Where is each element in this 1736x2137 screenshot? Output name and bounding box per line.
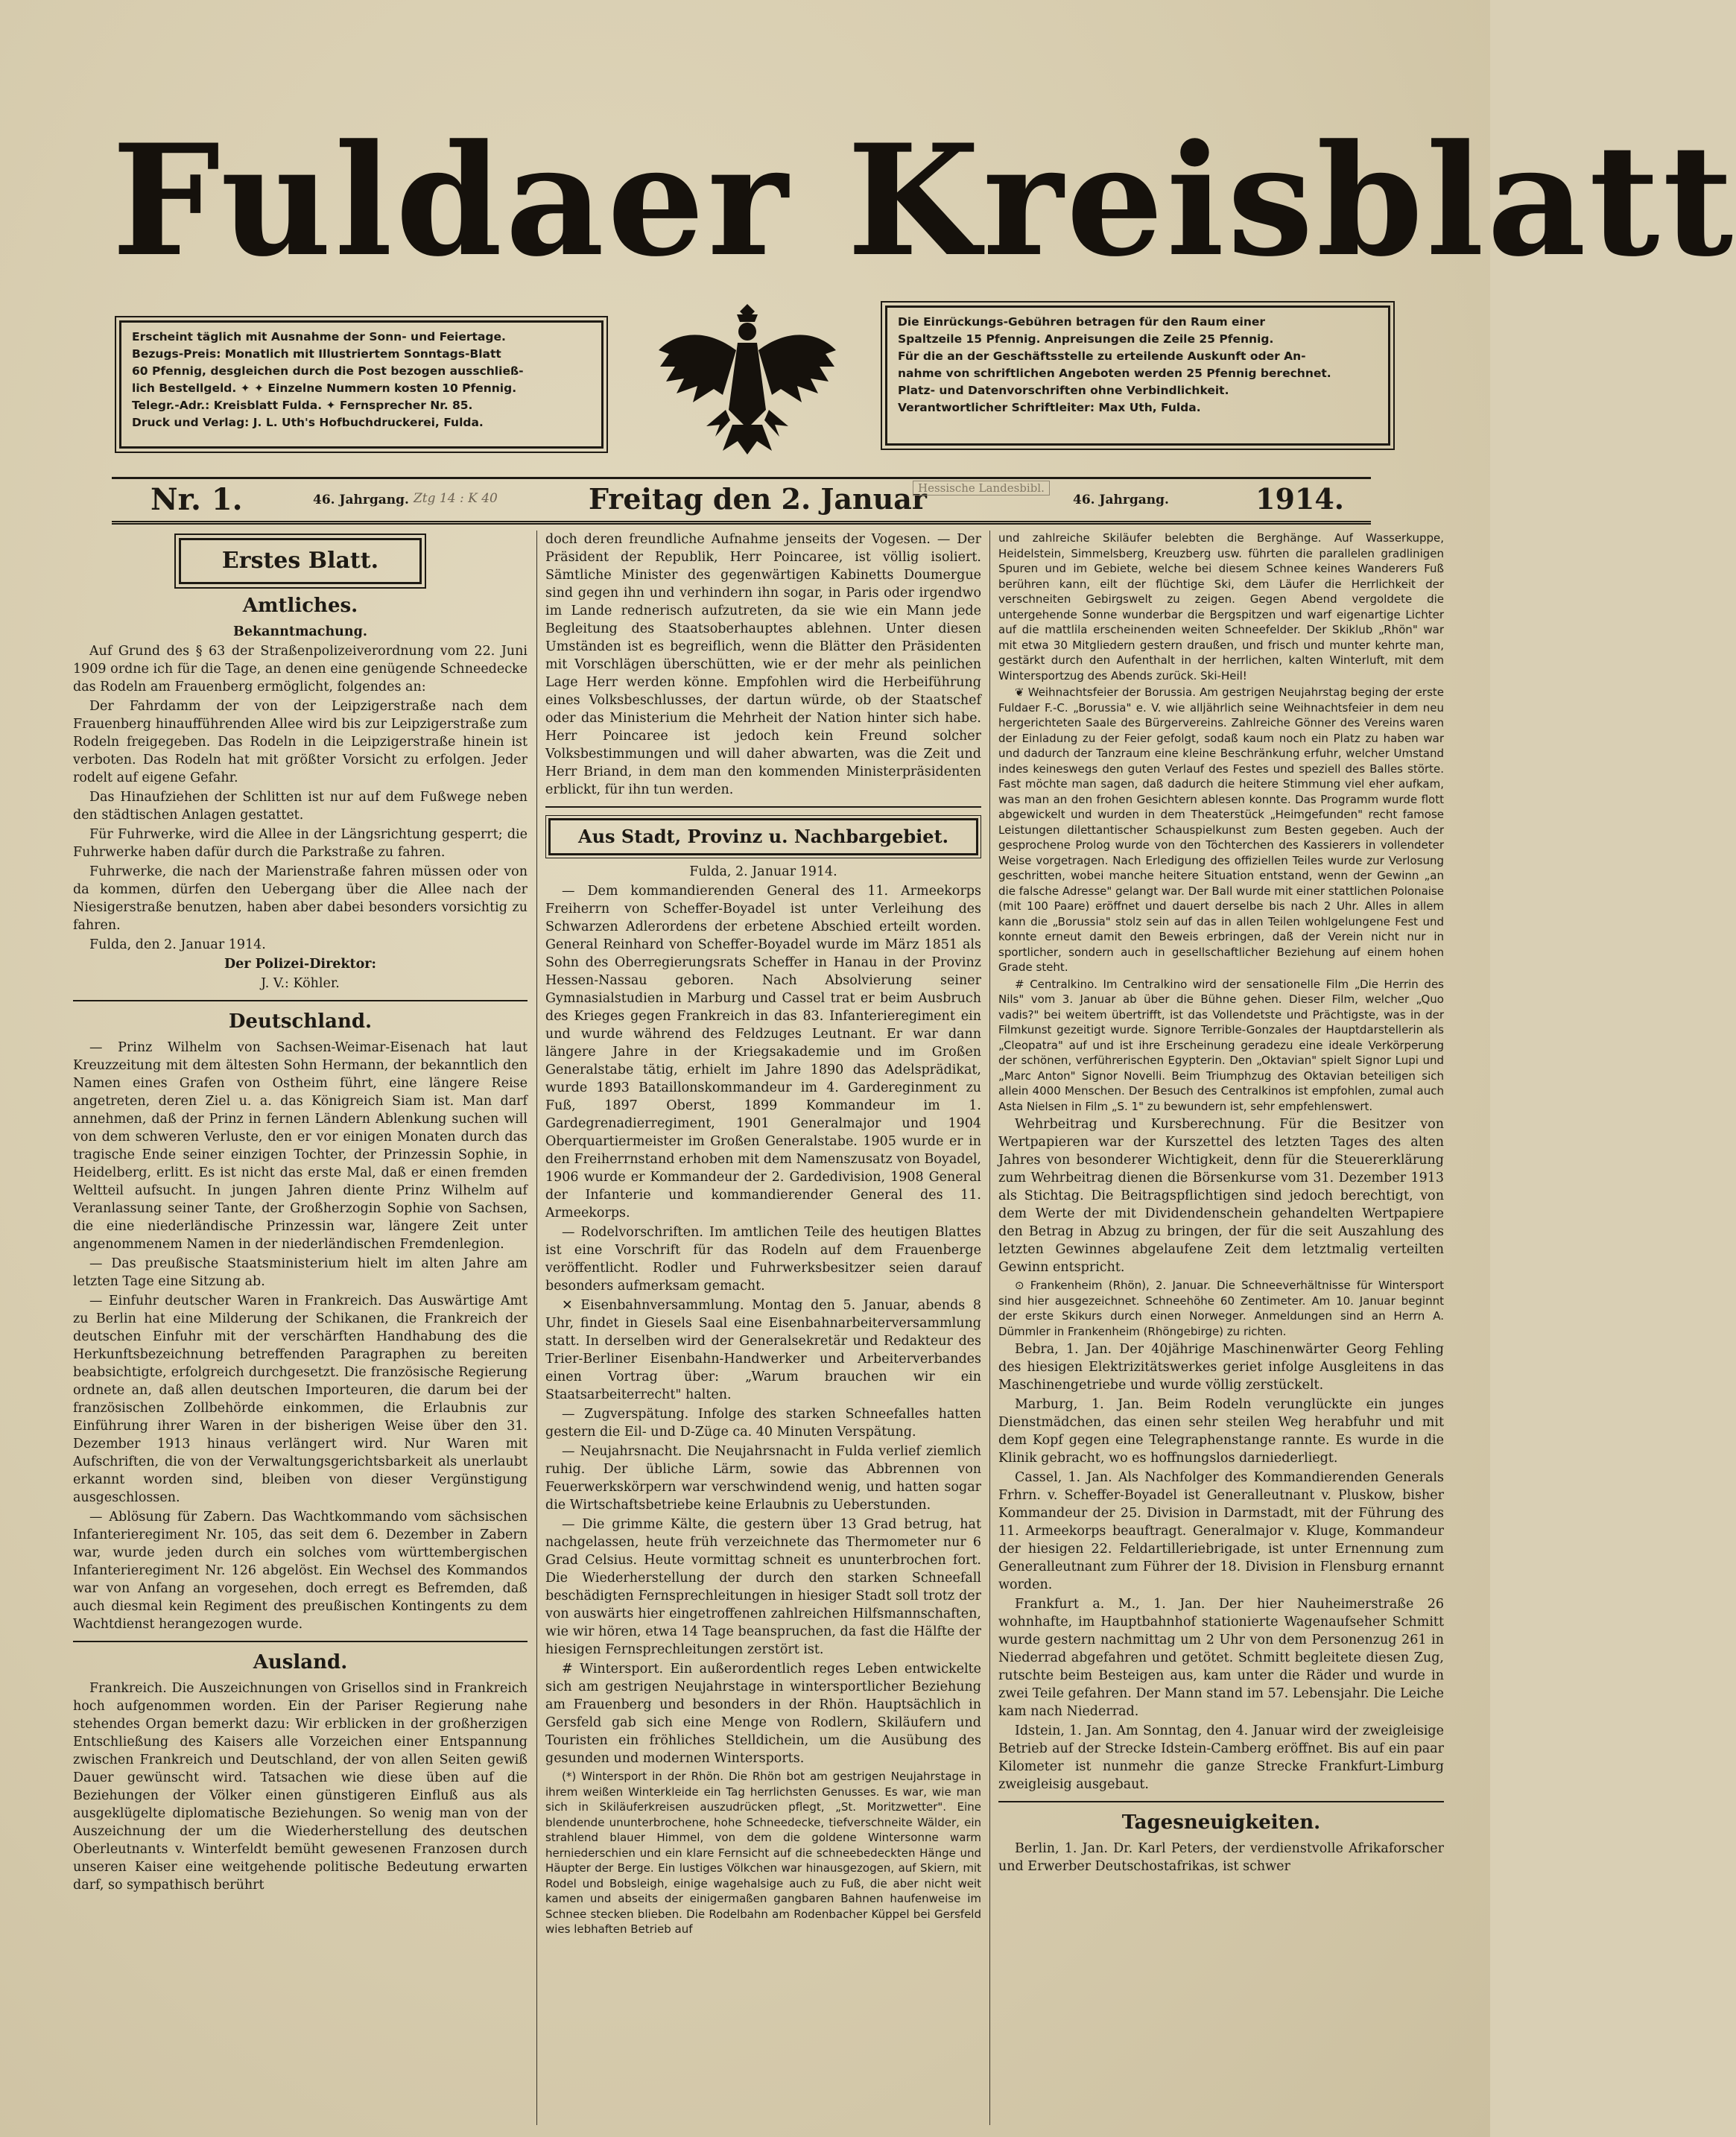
section-separator xyxy=(73,1000,528,1001)
heading-ausland: Ausland. xyxy=(253,1651,348,1674)
article-paragraph-small: ⊙ Frankenheim (Rhön), 2. Januar. Die Schneeverhältnisse für Wintersport sind hier ausgezeichnet. Schneehöhe 60 Zentimeter. Am 10. Januar beginnt der erste Skikurs durch einen Norweger. Anmeldungen sind an Herrn A. Dümmler in Frankenheim (Rhöngebirge) zu richten. xyxy=(998,1279,1444,1338)
subscription-info-box xyxy=(119,320,604,449)
article-paragraph: Fulda, den 2. Januar 1914. xyxy=(89,937,266,952)
column-rule xyxy=(536,531,537,2125)
column-3 xyxy=(998,531,1444,2118)
article-paragraph: — Neujahrsnacht. Die Neujahrsnacht in Fulda verlief ziemlich ruhig. Der übliche Lärm, sowie das Abbrennen von Feuerwerkskörpern war verschwindend wenig, und hatten sogar die Wirtschaftsbetriebe keine Erlaubnis zu Ueberstunden. xyxy=(545,1444,981,1513)
local-dateline: Fulda, 2. Januar 1914. xyxy=(689,864,837,879)
heading-amtliches: Amtliches. xyxy=(242,595,358,617)
article-paragraph-small: (*) Wintersport in der Rhön. Die Rhön bot am gestrigen Neujahrstage in ihrem weißen Winterkleide ein Tag herrlichsten Genusses. Es war, wie man sich in Skiläuferkreisen auszudrücken pflegt, „St. Moritzwetter". Eine blendende ununterbrochene, hohe Schneedecke, tiefverschneite Wälder, ein strahlend blauer Himmel, von dem die goldene Wintersonne warm herniederschien und ein klare Fernsicht auf die schneebedeckten Hänge und Häupter der Berge. Ein lustiges Völkchen war hinausgezogen, auf Skiern, mit Rodel und Bobsleigh, einige wagehalsige auch zu Fuß, die aber nicht weit kamen und abseits der einigermaßen gangbaren Bahnen haufenweise im Schnee stecken blieben. Die Rodelbahn am Rodenbacher Küppel bei Gersfeld wies lebhaften Betrieb auf xyxy=(545,1770,981,1936)
info-line: Bezugs-Preis: Monatlich mit Illustriertem Sonntags-Blatt xyxy=(132,347,501,361)
info-line: Druck und Verlag: J. L. Uth's Hofbuchdruckerei, Fulda. xyxy=(132,416,484,429)
article-paragraph: Berlin, 1. Jan. Dr. Karl Peters, der verdienstvolle Afrikaforscher und Erwerber Deutschostafrikas, ist schwer xyxy=(998,1841,1444,1874)
dateline-bar xyxy=(112,477,1371,525)
column-rule xyxy=(989,531,990,2125)
article-paragraph: — Die grimme Kälte, die gestern über 13 Grad betrug, hat nachgelassen, heute früh verzeichnete das Thermometer nur 6 Grad Celsius. Heute vormittag schneit es ununterbrochen fort. Die Wiederherstellung der durch den starken Schneefall beschädigten Fernsprechleitungen in hiesiger Stadt soll trotz der von auswärts hier eingetroffenen zahlreichen Hilfsmannschaften, wie wir hören, etwa 14 Tage beanspruchen, da fast die Hälfte der hiesigen Fernsprechleitungen zerstört ist. xyxy=(545,1517,981,1657)
article-paragraph: Marburg, 1. Jan. Beim Rodeln verunglückte ein junges Dienstmädchen, das einen sehr steilen Weg herabfuhr und mit dem Kopf gegen eine Telegraphenstange rannte. Es wurde in die Klinik gebracht, wo es hoffnungslos darniederliegt. xyxy=(998,1397,1444,1466)
article-paragraph: — Das preußische Staatsministerium hielt im alten Jahre am letzten Tage eine Sitzung ab. xyxy=(73,1256,528,1289)
signature-title: Der Polizei-Direktor: xyxy=(224,957,376,972)
signature-name: J. V.: Köhler. xyxy=(261,976,340,991)
subheading-bekanntmachung: Bekanntmachung. xyxy=(233,624,367,639)
article-paragraph: — Rodelvorschriften. Im amtlichen Teile des heutigen Blattes ist eine Vorschrift für das Rodeln auf dem Frauenberge veröffentlicht. Rodler und Fuhrwerksbesitzer seien darauf besonders aufmerksam gemacht. xyxy=(545,1225,981,1294)
article-paragraph: Fuhrwerke, die nach der Marienstraße fahren müssen oder von da kommen, dürfen den Uebergang über die Allee nach der Niesigerstraße benutzen, haben aber dabei besonders vorsichtig zu fahren. xyxy=(73,864,528,933)
eagle-coat-of-arms-icon xyxy=(654,298,840,458)
article-paragraph: — Dem kommandierenden General des 11. Armeekorps Freiherrn von Scheffer-Boyadel ist unter Verleihung des Schwarzen Adlerordens der erbetene Abschied erteilt worden. General Reinhard von Scheffer-Boyadel wurde im März 1851 als Sohn des Oberregierungsrats Scheffer in Hanau in der Provinz Hessen-Nassau geboren. Nach Absolvierung seiner Gymnasialstudien in Marburg und Cassel trat er beim Ausbruch des Krieges gegen Frankreich in das 83. Infanterieregiment ein und wurde während des Feldzuges Leutnant. Er war dann längere Jahre in der Kriegsakademie und im Großen Generalstabe tätig, erhielt im Jahre 1890 das Adelsprädikat, wurde 1893 Bataillonskommandeur im 4. Gardereginment zu Fuß, 1897 Oberst, 1899 Kommandeur im 1. Gardegrenadierregiment, 1901 Generalmajor und 1904 Oberquartiermeister im Großen Generalstabe. 1905 wurde er in den Freiherrnstand erhoben mit dem Namenszusatz von Boyadel, 1906 wurde er Kommandeur der 2. Gardedivision, 1908 General der Infanterie und kommandierender General des 11. Armeekorps. xyxy=(545,884,981,1221)
article-paragraph: Für Fuhrwerke, wird die Allee in der Längsrichtung gesperrt; die Fuhrwerke haben dafür durch die Parkstraße zu fahren. xyxy=(73,827,528,860)
rates-line: Die Einrückungs-Gebühren betragen für den Raum einer xyxy=(898,315,1266,329)
rates-line: Platz- und Datenvorschriften ohne Verbindlichkeit. xyxy=(898,384,1229,397)
info-line: Erscheint täglich mit Ausnahme der Sonn- und Feiertage. xyxy=(132,330,506,343)
section-separator xyxy=(73,1641,528,1642)
article-paragraph: Idstein, 1. Jan. Am Sonntag, den 4. Januar wird der zweigleisige Betrieb auf der Strecke Idstein-Camberg eröffnet. Bis auf ein paar Kilometer ist nunmehr die ganze Strecke Frankfurt-Limburg zweigleisig ausgebaut. xyxy=(998,1723,1444,1792)
article-paragraph-small: # Centralkino. Im Centralkino wird der sensationelle Film „Die Herrin des Nils" vom 3. Januar ab über die Bühne gehen. Dieser Film, welcher „Quo vadis?" bei weitem übertrifft, ist das Vollendetste und Prächtigste, was in der Filmkunst gezeitigt wurde. Signore Terrible-Gonzales der Hauptdarstellerin als „Cleopatra" auf und ist ihre Erscheinung geradezu eine ideale Verkörperung der schönen, verführerischen Egypterin. Den „Oktavian" spielt Signor Lupi und „Marc Anton" Signor Novelli. Beim Triumphzug des Oktavian beteiligen sich allein 4000 Menschen. Der Besuch des Centralkinos ist empfohlen, zumal auch Asta Nielsen in Film „S. 1" zu bewundern ist, sehr empfehlenswert. xyxy=(998,977,1444,1113)
info-line: lich Bestellgeld. ✦ ✦ Einzelne Nummern kosten 10 Pfennig. xyxy=(132,382,517,395)
section-separator xyxy=(998,1801,1444,1802)
rates-line: Für die an der Geschäftsstelle zu erteilende Auskunft oder An- xyxy=(898,349,1306,363)
column-1 xyxy=(73,531,528,2118)
article-paragraph: — Ablösung für Zabern. Das Wachtkommando vom sächsischen Infanterieregiment Nr. 105, das seit dem 6. Dezember in Zabern war, wurde jeden durch ein solches vom württembergischen Infanterieregiment Nr. 126 abgelöst. Ein Wechsel des Kommandos war von Anfang an vorgesehen, doch erregt es Befremden, daß auch diesmal kein Regiment des preußischen Kontingents zu dem Wachtdienst herangezogen wurde. xyxy=(73,1510,528,1632)
issue-year: 1914. xyxy=(1255,482,1344,516)
section-box-erstes-blatt: Erstes Blatt. xyxy=(179,538,422,584)
issue-date: Freitag den 2. Januar xyxy=(589,482,927,516)
article-paragraph: doch deren freundliche Aufnahme jenseits der Vogesen. — Der Präsident der Republik, Herr Poincaree, ist völlig isoliert. Sämtliche Minister des gegenwärtigen Kabinetts Doumergue sind gegen ihn und verhindern ihn sogar, in Paris oder irgendwo im Lande rednerisch aufzutreten, da sie wie ein Mann jede Begleitung des Staatsoberhauptes ablehnen. Unter diesen Umständen ist es begreiflich, wenn die Blätter den Präsidenten mit Vorschlägen überschütten, wie er der mehr als peinlichen Lage Herr werden könne. Empfohlen wird die Herbeiführung eines Volksbeschlusses, der dartun würde, ob der Staatschef oder das Ministerium die Mehrheit der Nation hinter sich habe. Herr Poincaree ist jedoch kein Freund solcher Volksbestimmungen und will daher abwarten, was die Zeit und Herr Briand, in dem man den kommenden Ministerpräsidenten erblickt, für ihn tun werden. xyxy=(545,532,981,797)
article-paragraph: ✕ Eisenbahnversammlung. Montag den 5. Januar, abends 8 Uhr, findet in Giesels Saal eine Eisenbahnarbeiterversammlung statt. In derselben wird der Generalsekretär und Redakteur des Trier-Berliner Eisenbahn-Handwerker und Arbeiterverbandes einen Vortrag über: „Warum brauchen wir ein Staatsarbeiterrecht" halten. xyxy=(545,1298,981,1402)
article-paragraph: # Wintersport. Ein außerordentlich reges Leben entwickelte sich am gestrigen Neujahrstage in wintersportlicher Beziehung am Frauenberg und besonders in der Rhön. Hauptsächlich in Gersfeld gab sich eine Menge von Rodlern, Skiläufern und Touristen ein fröhliches Stelldichein, um die Ausübung des gesunden und modernen Wintersports. xyxy=(545,1662,981,1766)
library-stamp: Ztg 14 : K 40 xyxy=(414,491,498,506)
article-paragraph: Bebra, 1. Jan. Der 40jährige Maschinenwärter Georg Fehling des hiesigen Elektrizitätswerkes geriet infolge Ausgleitens in das Maschinengetriebe und wurde völlig zerstückelt. xyxy=(998,1342,1444,1393)
article-paragraph: — Einfuhr deutscher Waren in Frankreich. Das Auswärtige Amt zu Berlin hat eine Milderung der Schikanen, die Frankreich der deutschen Einfuhr mit der verschärften Handhabung des die Herkunftsbezeichnung betreffenden Paragraphen zu bereiten beabsichtigte, erfolgreich durchgesetzt. Die französische Regierung ordnete an, daß allen deutschen Importeuren, die darum bei der französischen Zollbehörde einkommen, die Erlaubnis zur Einführung ihrer Waren in der bisherigen Weise über den 31. Dezember 1913 hinaus verlängert wird. Nur Waren mit Aufschriften, die von der Verwaltungsgerichtsbarkeit als unerlaubt erkannt worden sind, bleiben von dieser Vergünstigung ausgeschlossen. xyxy=(73,1294,528,1505)
advertising-rates-box xyxy=(885,305,1390,446)
article-paragraph-small: ❦ Weihnachtsfeier der Borussia. Am gestrigen Neujahrstag beging der erste Fuldaer F.-C. „Borussia" e. V. wie alljährlich seine Weihnachtsfeier in dem neu hergerichteten Saale des Bürgervereins. Zahlreiche Gönner des Vereins waren der Einladung zu der Feier gefolgt, sodaß kaum noch ein Platz zu haben war und dadurch der Tanzraum eine kleine Beschränkung erfuhr, welcher Umstand indes keineswegs den guten Verlauf des Festes und speziell des Balles störte. Fast möchte man sagen, daß dadurch die heitere Stimmung viel eher aufkam, was man an den frohen Gesichtern ablesen konnte. Das Programm wurde flott abgewickelt und wurden in dem Theaterstück „Heimgefunden" recht famose Leistungen dilettantischer Schauspielkunst zum Besten gegeben. Auch der gesprochene Prolog wurde von den Töchterchen des Kassierers in vollendeter Weise vorgetragen. Nach Erledigung des offiziellen Teiles wurde zur Verlosung geschritten, wobei manche heitere Situation entstand, wenn der Gewinn „an die falsche Adresse" gelangt war. Der Ball wurde mit einer stattlichen Polonaise (mit 100 Paare) eröffnet und dauert derselbe bis nach 2 Uhr. Alles in allem kann die „Borussia" stolz sein auf das in allen Teilen wohlgelungene Fest und konnte erneut damit den Beweis erbringen, daß der Verein nicht nur in sportlicher, sondern auch in gesellschaftlicher Beziehung auf einem hohen Grade steht. xyxy=(998,686,1444,974)
rates-line: Verantwortlicher Schriftleiter: Max Uth, Fulda. xyxy=(898,401,1201,414)
article-paragraph: — Zugverspätung. Infolge des starken Schneefalles hatten gestern die Eil- und D-Züge ca. 40 Minuten Verspätung. xyxy=(545,1407,981,1440)
info-line: 60 Pfennig, desgleichen durch die Post bezogen ausschließ- xyxy=(132,364,524,378)
volume-left: 46. Jahrgang. xyxy=(313,493,409,507)
info-line: Telegr.-Adr.: Kreisblatt Fulda. ✦ Fernsprecher Nr. 85. xyxy=(132,399,473,412)
article-paragraph: Auf Grund des § 63 der Straßenpolizeiverordnung vom 22. Juni 1909 ordne ich für die Tage, an denen eine genügende Schneedecke das Rodeln am Frauenberg ermöglicht, folgendes an: xyxy=(73,644,528,694)
masthead-title: Fuldaer Kreisblatt xyxy=(112,112,1736,291)
library-seal: Hessische Landesbibl. xyxy=(913,481,1050,496)
article-paragraph: Cassel, 1. Jan. Als Nachfolger des Kommandierenden Generals Frhrn. v. Scheffer-Boyadel ist Generalleutnant v. Pluskow, bisher Kommandeur der 25. Division in Darmstadt, mit der Führung des 11. Armeekorps beauftragt. Generalmajor v. Kluge, Kommandeur der hiesigen 22. Feldartilleriebrigade, ist unter Ernennung zum Generalleutnant zum Führer der 18. Division in Flensburg ernannt worden. xyxy=(998,1470,1444,1592)
heading-stadt-provinz: Aus Stadt, Provinz u. Nachbargebiet. xyxy=(548,818,978,855)
volume-right: 46. Jahrgang. xyxy=(1073,493,1169,507)
article-paragraph: Wehrbeitrag und Kursberechnung. Für die Besitzer von Wertpapieren war der Kurszettel des letzten Tages des alten Jahres von besonderer Wichtigkeit, denn für die Steuererklärung zum Wehrbeitrag dienen die Börsenkurse vom 31. Dezember 1913 als Stichtag. Die Beitragspflichtigen sind jedoch berechtigt, von dem Werte der mit Dividendenschein gehandelten Wertpapiere den Betrag in Abzug zu bringen, der für die seit Auszahlung des letzten Gewinnes abgelaufene Zeit dem letztmalig verteilten Gewinn entspricht. xyxy=(998,1117,1444,1275)
article-paragraph: Der Fahrdamm der von der Leipzigerstraße nach dem Frauenberg hinaufführenden Allee wird bis zur Leipzigerstraße zum Rodeln freigegeben. Das Rodeln in die Leipzigerstraße hinein ist verboten. Das Rodeln hat mit größter Vorsicht zu erfolgen. Jeder rodelt auf eigene Gefahr. xyxy=(73,699,528,785)
article-paragraph: Das Hinaufziehen der Schlitten ist nur auf dem Fußwege neben den städtischen Anlagen gestattet. xyxy=(73,790,528,823)
rates-line: Spaltzeile 15 Pfennig. Anpreisungen die Zeile 25 Pfennig. xyxy=(898,332,1274,346)
rates-line: nahme von schriftlichen Angeboten werden 25 Pfennig berechnet. xyxy=(898,367,1331,380)
heading-deutschland: Deutschland. xyxy=(228,1010,373,1033)
article-paragraph-small: und zahlreiche Skiläufer belebten die Berghänge. Auf Wasserkuppe, Heidelstein, Simmelsberg, Kreuzberg usw. führten die parallelen gradlinigen Spuren und im Gebiete, welche bei diesem Schnee keines Wanderers Fuß berühren kann, eilt der flüchtige Ski, dem Läufer die Herrlichkeit der verschneiten Gebirgswelt zu zeigen. Gegen Abend vergoldete die untergehende Sonne wunderbar die Bergspitzen und warf eigenartige Lichter auf die mattlila erscheinenden weiten Schneefelder. Der Skiklub „Rhön" war mit etwa 30 Mitgliedern gestern draußen, und frisch und munter kehrte man, gestärkt durch den Aufenthalt in der herrlichen, kalten Winterluft, mit dem Wintersportzug des Abends zurück. Ski-Heil! xyxy=(998,531,1444,683)
issue-number: Nr. 1. xyxy=(151,482,243,517)
article-paragraph: Frankfurt a. M., 1. Jan. Der hier Nauheimerstraße 26 wohnhafte, im Hauptbahnhof stationierte Wagenaufseher Schmitt wurde gestern nachmittag um 2 Uhr von dem Personenzug 261 in Niederrad abgefahren und getötet. Schmitt begleitete diesen Zug, rutschte beim Besteigen aus, kam unter die Räder und wurde in zwei Teile gefahren. Der Mann stand im 57. Lebensjahr. Die Leiche kam nach Niederrad. xyxy=(998,1597,1444,1719)
section-separator xyxy=(545,806,981,808)
article-paragraph: Frankreich. Die Auszeichnungen von Grisellos sind in Frankreich hoch aufgenommen worden. Ein der Pariser Regierung nahe stehendes Organ bemerkt dazu: Wir erblicken in der großherzigen Entschließung des Kaisers alle Vorzeichen einer Entspannung zwischen Frankreich und Deutschland, der von allen Seiten gewiß Dauer gewünscht wird. Tatsachen wie diese üben auf die Beziehungen der Völker einen günstigeren Einfluß aus als ausgeklügelte diplomatische Beziehungen. So wenig man von der Auszeichnung der um die Wiederherstellung des deutschen Oberleutnants v. Winterfeldt bemüht gewesenen Franzosen durch unseren Kaiser eine weitgehende politische Bedeutung erwarten darf, so sympathisch berührt xyxy=(73,1681,528,1893)
article-paragraph: — Prinz Wilhelm von Sachsen-Weimar-Eisenach hat laut Kreuzzeitung mit dem ältesten Sohn Hermann, der bekanntlich den Namen eines Grafen von Ostheim führt, eine längere Reise angetreten, deren Ziel u. a. das Königreich Siam ist. Man darf annehmen, daß der Prinz in fernen Ländern Ablenkung suchen will von dem schweren Verluste, den er vor einigen Monaten durch das tragische Ende seiner einzigen Tochter, der Prinzessin Sophie, in Heidelberg, erlitt. Es ist nicht das erste Mal, daß er einen fremden Weltteil aufsucht. In jungen Jahren diente Prinz Wilhelm auf Veranlassung seiner Tante, der Großherzogin Sophie von Sachsen, die eine niederländische Prinzessin war, längere Zeit unter angenommenem Namen in der niederländischen Fremdenlegion. xyxy=(73,1040,528,1252)
column-2 xyxy=(545,531,981,2118)
heading-tagesneuigkeiten: Tagesneuigkeiten. xyxy=(1121,1811,1321,1834)
